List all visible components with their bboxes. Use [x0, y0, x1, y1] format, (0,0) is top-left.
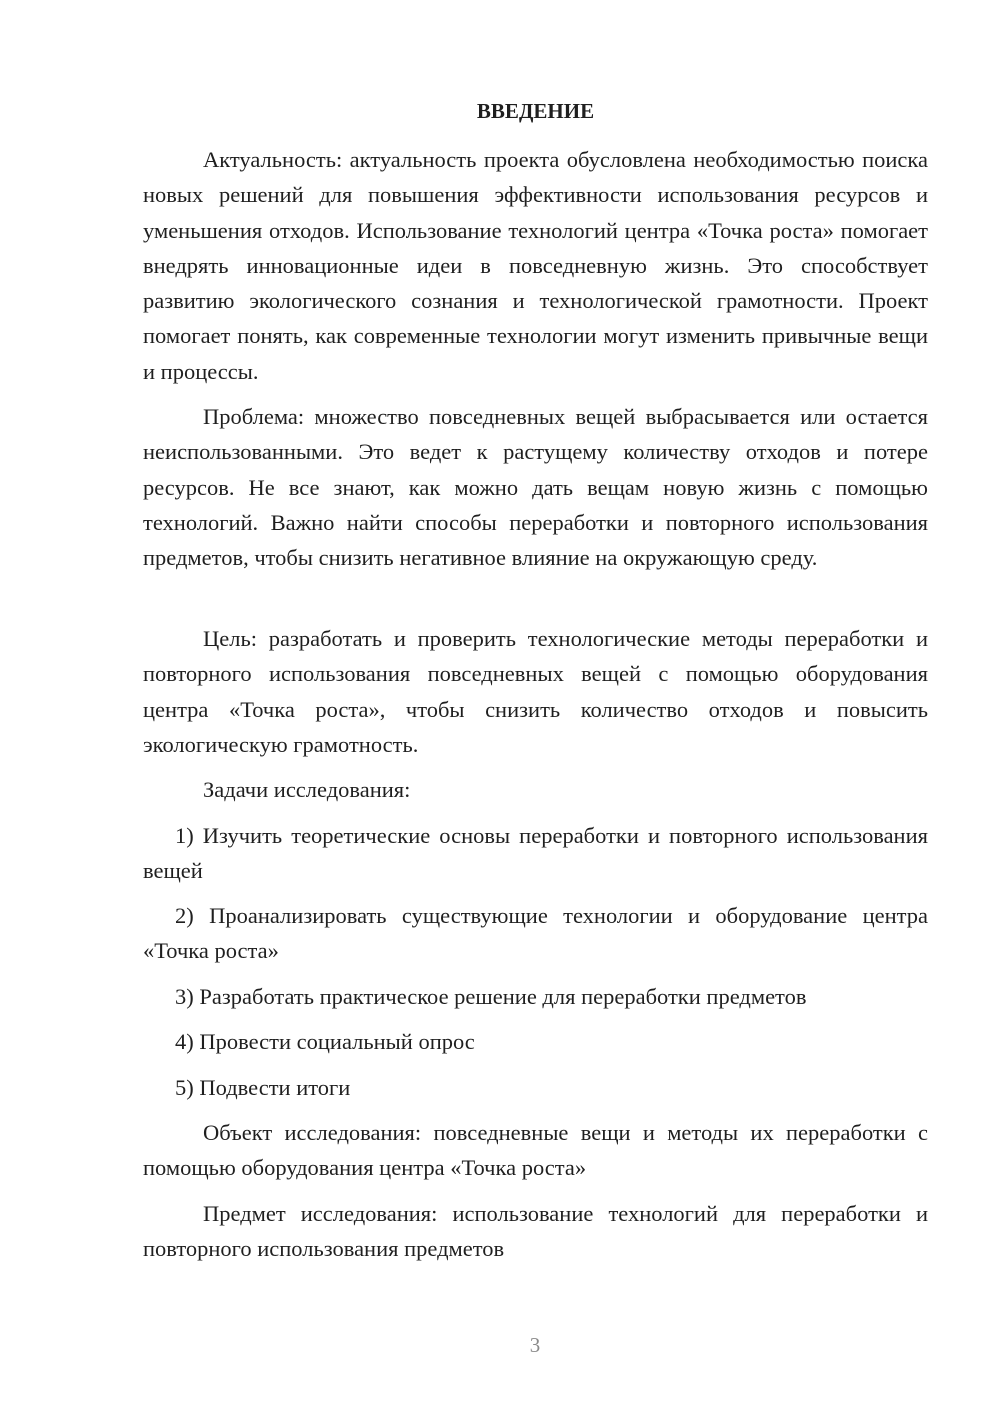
- object-paragraph: Объект исследования: повседневные вещи и методы их переработки с помощью оборудования центра «Точка роста»: [143, 1120, 928, 1181]
- task-item-4: 4) Провести социальный опрос: [175, 1029, 475, 1054]
- task-item-3: 3) Разработать практическое решение для переработки предметов: [175, 984, 807, 1009]
- task-item-2: 2) Проанализировать существующие технологии и оборудование центра «Точка роста»: [143, 903, 928, 964]
- task-item-1: 1) Изучить теоретические основы переработки и повторного использования вещей: [143, 823, 928, 884]
- problem-paragraph: Проблема: множество повседневных вещей выбрасывается или остается неиспользованными. Это ведет к растущему количеству отходов и потере ресурсов. Не все знают, как можно дать вещам новую жизнь с помощью технологий. Важно найти способы переработки и повторного использования предметов, чтобы снизить негативное влияние на окружающую среду.: [143, 404, 928, 571]
- relevance-paragraph: Актуальность: актуальность проекта обусловлена необходимостью поиска новых решений для повышения эффективности использования ресурсов и уменьшения отходов. Использование технологий центра «Точка роста» помогает внедрять инновационные идеи в повседневную жизнь. Это способствует развитию экологического сознания и технологической грамотности. Проект помогает понять, как современные технологии могут изменить привычные вещи и процессы.: [143, 147, 928, 384]
- section-title: ВВЕДЕНИЕ: [476, 99, 595, 123]
- task-item-5: 5) Подвести итоги: [175, 1075, 351, 1100]
- subject-paragraph: Предмет исследования: использование технологий для переработки и повторного использования предметов: [143, 1201, 928, 1262]
- tasks-heading: Задачи исследования:: [203, 777, 411, 802]
- page-number: 3: [529, 1333, 541, 1357]
- goal-paragraph: Цель: разработать и проверить технологические методы переработки и повторного использования повседневных вещей с помощью оборудования центра «Точка роста», чтобы снизить количество отходов и повысить экологическую грамотность.: [143, 626, 928, 757]
